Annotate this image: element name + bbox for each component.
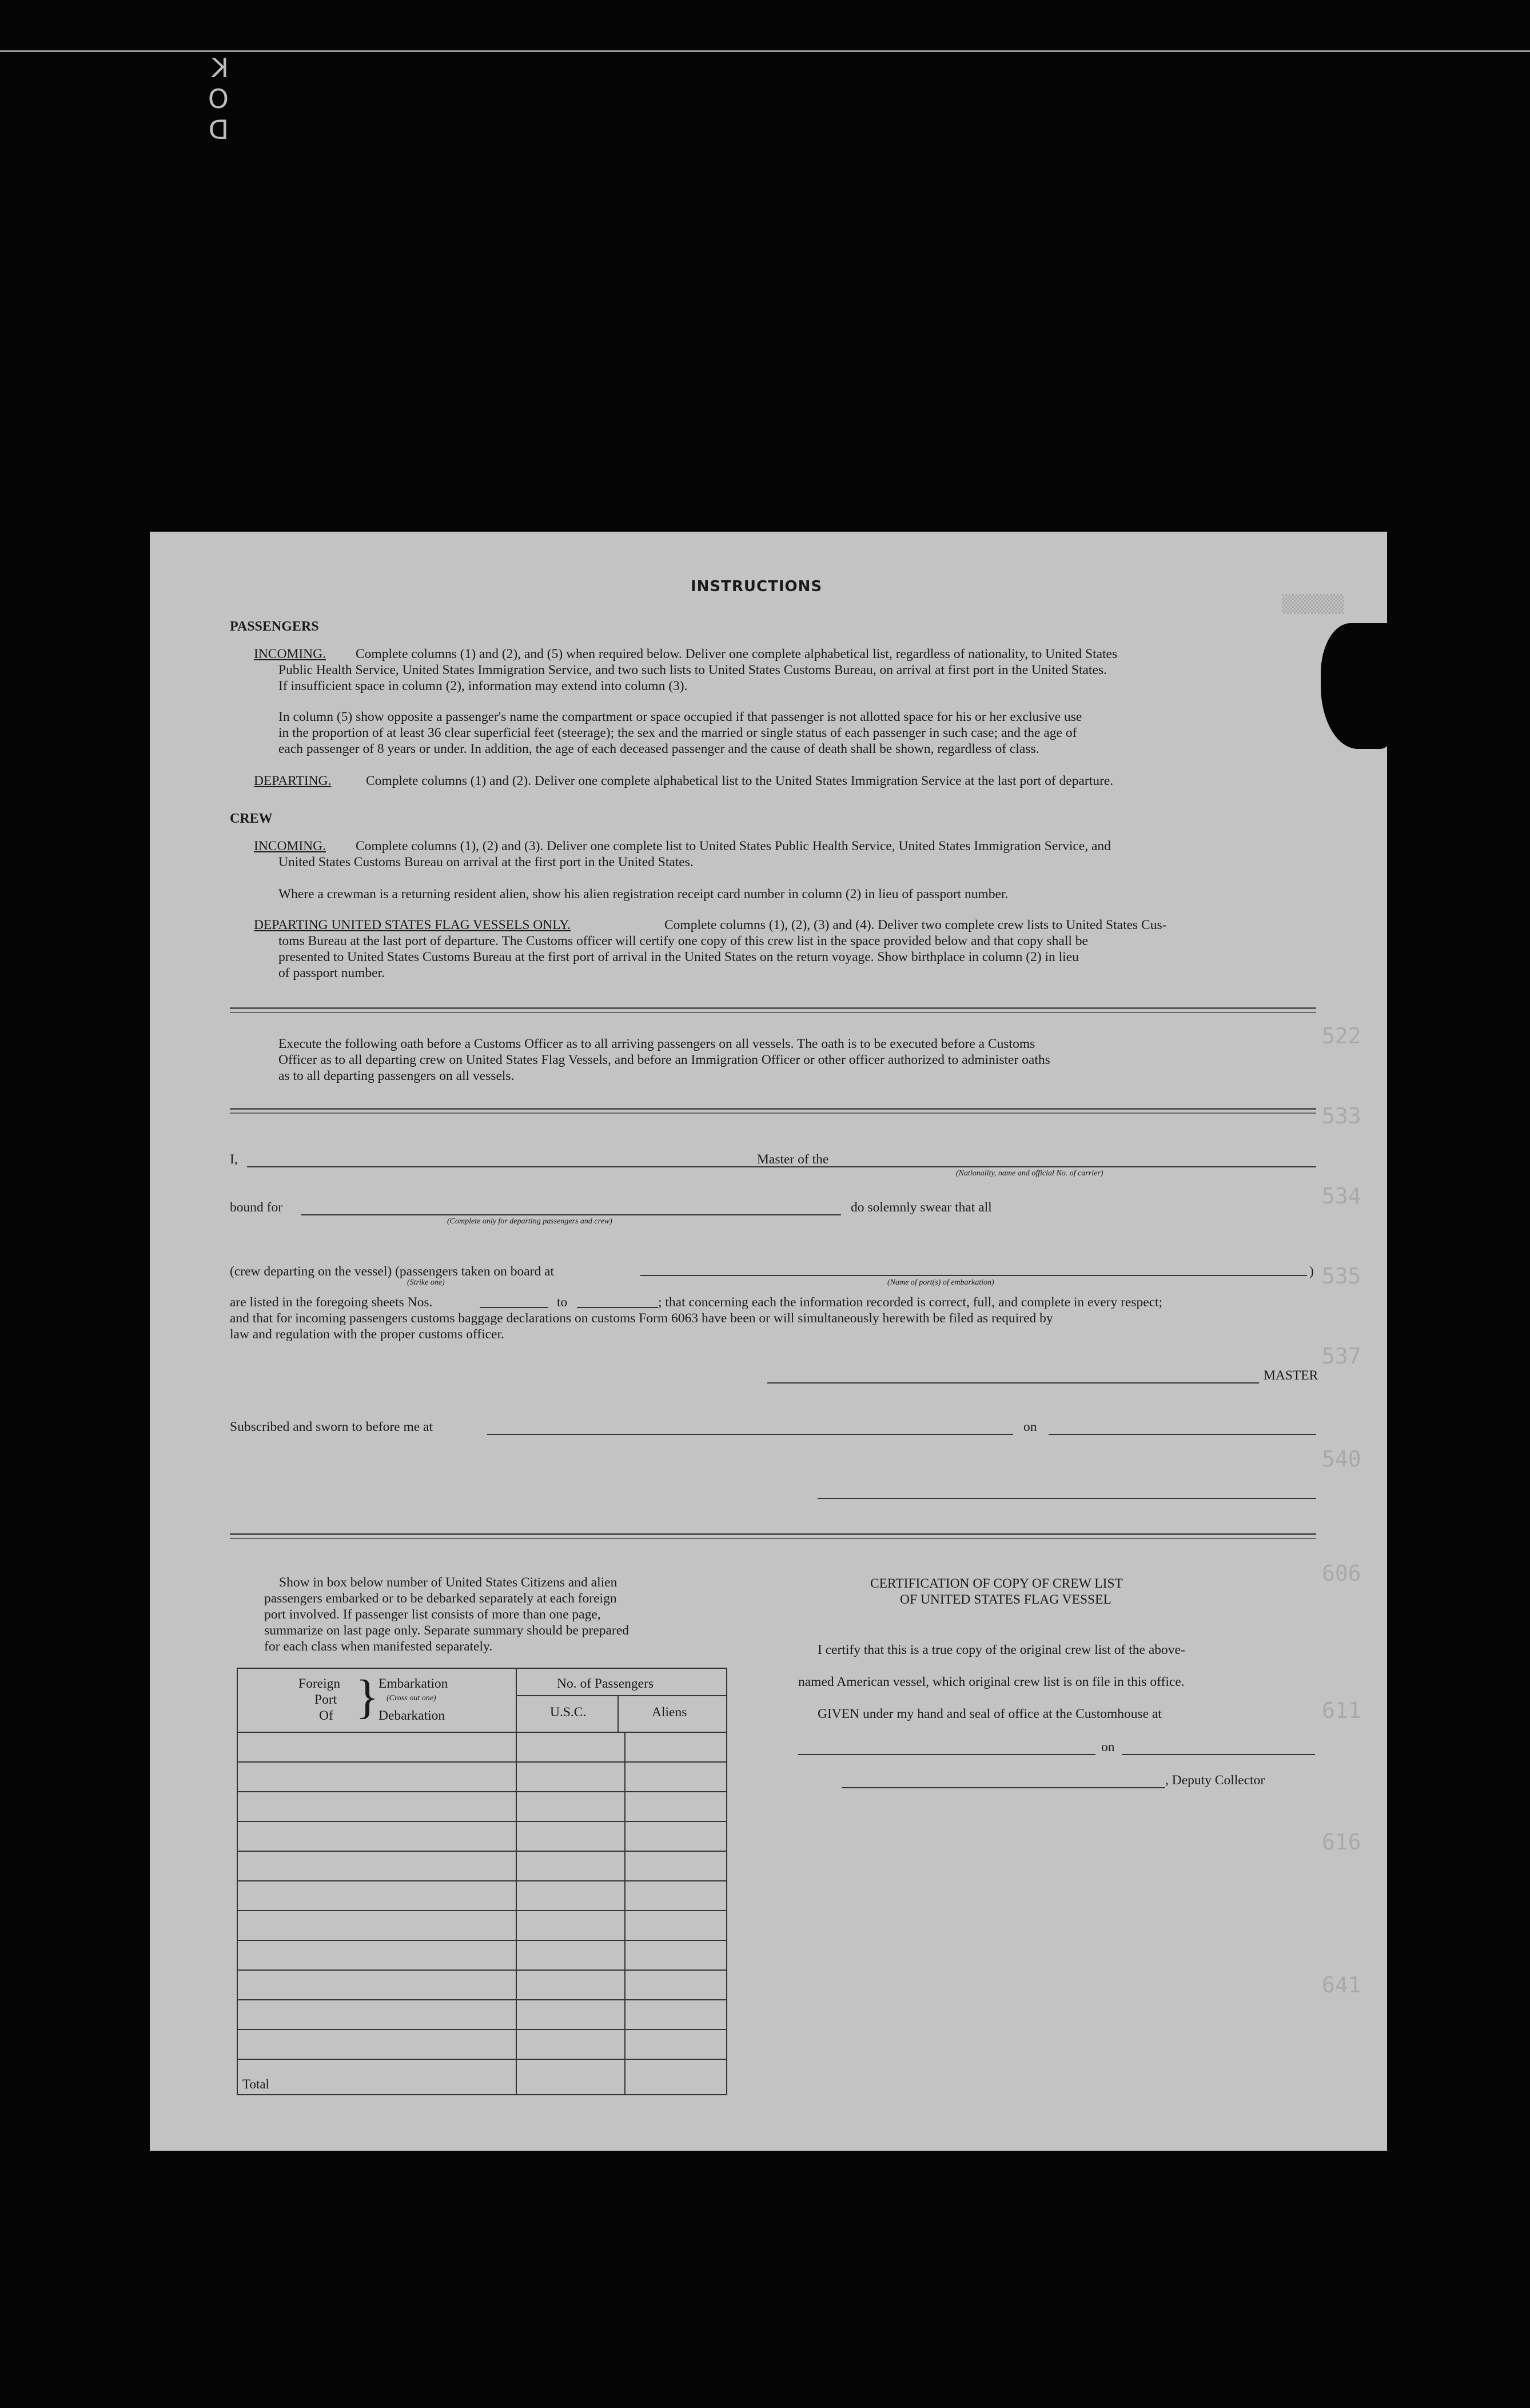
usc-cell[interactable] — [516, 1940, 625, 1970]
crew-departing-text: toms Bureau at the last port of departure. The Customs officer will certify one copy of this crew list in the space provided below and that copy shall be — [278, 934, 1088, 948]
given-text: GIVEN under my hand and seal of office at the Customhouse at — [818, 1707, 1162, 1721]
carrier-note: (Nationality, name and official No. of carrier) — [956, 1169, 1103, 1178]
debarkation-label: Debarkation — [378, 1708, 445, 1723]
summary-text: for each class when manifested separately. — [264, 1639, 493, 1654]
oath-intro: as to all departing passengers on all vessels. — [278, 1069, 515, 1083]
usc-cell[interactable] — [516, 1821, 625, 1851]
strike-note: (Strike one) — [407, 1278, 445, 1287]
passengers-incoming-text: If insufficient space in column (2), information may extend into column (3). — [278, 679, 688, 693]
embarkation-note: (Name of port(s) of embarkation) — [887, 1278, 994, 1287]
column5-text: In column (5) show opposite a passenger's name the compartment or space occupied if that passenger is not allotted space for his or her exclusive use — [278, 709, 1082, 724]
show-through-ghost: 522 — [1322, 1023, 1361, 1048]
aliens-cell[interactable] — [625, 1792, 727, 1821]
officer-signature-field[interactable] — [818, 1498, 1316, 1499]
aliens-cell[interactable] — [625, 2000, 727, 2030]
subscribed-date-field[interactable] — [1049, 1434, 1316, 1435]
show-through-ghost: 641 — [1322, 1972, 1361, 1998]
crew-departing-text: Complete columns (1), (2), (3) and (4). Deliver two complete crew lists to United States Cus- — [664, 918, 1167, 932]
column5-text: each passenger of 8 years or under. In addition, the age of each deceased passenger and the cause of death shall be shown, regardless of class. — [278, 741, 1039, 756]
film-edge — [0, 50, 1530, 52]
port-cell[interactable] — [237, 1940, 516, 1970]
bound-for-label: bound for — [230, 1200, 283, 1215]
crew-resident-text: Where a crewman is a returning resident alien, show his alien registration receipt card number in column (2) in lieu of passport number. — [278, 887, 1009, 902]
bound-for-field[interactable] — [301, 1214, 841, 1215]
sheets-text: ; that concerning each the information recorded is correct, full, and complete in every respect; — [658, 1295, 1163, 1310]
usc-cell[interactable] — [516, 1970, 625, 2000]
port-cell[interactable] — [237, 1732, 516, 1762]
given-on-label: on — [1101, 1740, 1115, 1755]
master-of-label: Master of the — [757, 1152, 829, 1167]
subscribed-on-label: on — [1023, 1420, 1037, 1434]
show-through-ghost: ▒▒▒▒▒▒ — [1282, 595, 1344, 615]
subscribed-place-field[interactable] — [487, 1434, 1013, 1435]
sheet-from-field[interactable] — [480, 1307, 548, 1308]
usc-cell[interactable] — [516, 1911, 625, 1940]
sheet-to-field[interactable] — [577, 1307, 658, 1308]
form-title: INSTRUCTIONS — [691, 578, 823, 595]
section-divider — [230, 1108, 1316, 1110]
sheets-text: law and regulation with the proper customs officer. — [230, 1327, 504, 1342]
oath-intro: Officer as to all departing crew on United States Flag Vessels, and before an Immigration Officer or other officer authorized to administer oaths — [278, 1052, 1050, 1067]
section-divider — [230, 1012, 1316, 1013]
document-page — [150, 532, 1387, 2151]
port-cell[interactable] — [237, 2000, 516, 2030]
usc-cell[interactable] — [516, 2000, 625, 2030]
section-divider — [230, 1538, 1316, 1539]
usc-cell[interactable] — [516, 1762, 625, 1792]
section-divider — [230, 1533, 1316, 1535]
usc-cell[interactable] — [516, 2030, 625, 2059]
passengers-incoming-text: Public Health Service, United States Immigration Service, and two such lists to United States Customs Bureau, on arrival at first port in the United States. — [278, 663, 1107, 677]
usc-cell[interactable] — [516, 1851, 625, 1881]
customhouse-field[interactable] — [798, 1754, 1095, 1755]
sheets-to-label: to — [557, 1295, 568, 1310]
summary-text: summarize on last page only. Separate summary should be prepared — [264, 1623, 629, 1638]
total-label: Total — [242, 2077, 269, 2091]
aliens-cell[interactable] — [625, 1732, 727, 1762]
show-through-ghost: 534 — [1322, 1183, 1361, 1209]
aliens-cell[interactable] — [625, 1940, 727, 1970]
foreign-label: Foreign — [298, 1676, 341, 1691]
summary-text: port involved. If passenger list consists of more than one page, — [264, 1607, 601, 1622]
crew-heading: CREW — [230, 811, 273, 826]
crew-departing-text: of passport number. — [278, 966, 385, 980]
embarkation-port-field[interactable] — [640, 1275, 1307, 1276]
aliens-cell[interactable] — [625, 1911, 727, 1940]
port-cell[interactable] — [237, 2030, 516, 2059]
master-signature-field[interactable] — [767, 1382, 1259, 1384]
of-label: Of — [319, 1708, 333, 1723]
bound-for-note: (Complete only for departing passengers and crew) — [447, 1217, 612, 1226]
show-through-ghost: 537 — [1322, 1343, 1361, 1369]
usc-cell[interactable] — [516, 1881, 625, 1911]
crew-departing-oath: (crew departing on the vessel) (passengers taken on board at — [230, 1264, 555, 1279]
show-through-ghost: 616 — [1322, 1829, 1361, 1855]
close-paren: ) — [1309, 1264, 1314, 1279]
port-label: Port — [314, 1692, 337, 1707]
show-through-ghost: 611 — [1322, 1698, 1361, 1723]
brace-icon: } — [356, 1671, 379, 1724]
certification-text: named American vessel, which original crew list is on file in this office. — [798, 1675, 1185, 1689]
oath-intro: Execute the following oath before a Customs Officer as to all arriving passengers on all vessels. The oath is to be executed before a Customs — [278, 1036, 1035, 1051]
aliens-cell[interactable] — [625, 1881, 727, 1911]
aliens-cell[interactable] — [625, 1821, 727, 1851]
subscribed-label: Subscribed and sworn to before me at — [230, 1420, 433, 1434]
summary-text: passengers embarked or to be debarked separately at each foreign — [264, 1591, 617, 1606]
certification-title: CERTIFICATION OF COPY OF CREW LIST — [870, 1576, 1123, 1591]
crew-departing-label: DEPARTING UNITED STATES FLAG VESSELS ONLY. — [254, 918, 571, 932]
master-signature-label: MASTER — [1264, 1368, 1318, 1383]
port-cell[interactable] — [237, 1821, 516, 1851]
show-through-ghost: 533 — [1322, 1103, 1361, 1129]
port-cell[interactable] — [237, 1762, 516, 1792]
header-divider — [517, 1695, 726, 1696]
usc-total-cell[interactable] — [516, 2059, 625, 2095]
aliens-total-cell[interactable] — [625, 2059, 727, 2095]
torn-edge — [1321, 623, 1395, 749]
port-cell[interactable] — [237, 1911, 516, 1940]
carrier-field[interactable] — [846, 1166, 1316, 1167]
passenger-summary-table — [237, 1668, 727, 2095]
deputy-signature-field[interactable] — [842, 1787, 1165, 1788]
crew-departing-text: presented to United States Customs Bureau at the first port of arrival in the United States on the return voyage. Show birthplace in column (2) in lieu — [278, 950, 1079, 964]
crew-incoming-label: INCOMING. — [254, 839, 326, 854]
certification-title: OF UNITED STATES FLAG VESSEL — [900, 1592, 1111, 1607]
show-through-ghost: 535 — [1322, 1263, 1361, 1289]
port-cell[interactable] — [237, 1970, 516, 2000]
header-divider — [617, 1695, 619, 1732]
show-through-ghost: 606 — [1322, 1561, 1361, 1586]
aliens-cell[interactable] — [625, 1851, 727, 1881]
usc-cell[interactable] — [516, 1732, 625, 1762]
port-cell[interactable] — [237, 1792, 516, 1821]
passengers-incoming-text: Complete columns (1) and (2), and (5) when required below. Deliver one complete alphabetical list, regardless of nationality, to United States — [356, 647, 1118, 661]
embarkation-label: Embarkation — [378, 1676, 448, 1691]
port-cell[interactable] — [237, 1881, 516, 1911]
crew-incoming-text: United States Customs Bureau on arrival at the first port in the United States. — [278, 855, 694, 870]
crew-incoming-text: Complete columns (1), (2) and (3). Deliver one complete list to United States Public Health Service, United States Immigration Service, and — [356, 839, 1111, 854]
passengers-departing-text: Complete columns (1) and (2). Deliver one complete alphabetical list to the United States Immigration Service at the last port of departure. — [366, 774, 1114, 788]
column5-text: in the proportion of at least 36 clear superficial feet (steerage); the sex and the married or single status of each passenger in such case; and the age of — [278, 725, 1077, 740]
port-header-cell — [237, 1668, 516, 1732]
summary-text: Show in box below number of United States Citizens and alien — [279, 1575, 617, 1590]
passengers-incoming-label: INCOMING. — [254, 647, 326, 661]
usc-cell[interactable] — [516, 1792, 625, 1821]
no-of-passengers-label: No. of Passengers — [557, 1676, 654, 1691]
swear-text: do solemnly swear that all — [851, 1200, 992, 1215]
deputy-collector-label: , Deputy Collector — [1165, 1773, 1265, 1788]
sheets-text: and that for incoming passengers customs baggage declarations on customs Form 6063 have been or will simultaneously herewith be filed as required by — [230, 1311, 1053, 1326]
show-through-ghost: 540 — [1322, 1446, 1361, 1472]
certification-text: I certify that this is a true copy of the original crew list of the above- — [818, 1642, 1185, 1657]
aliens-label: Aliens — [652, 1705, 687, 1720]
cross-out-note: (Cross out one) — [387, 1694, 436, 1703]
film-mark: K O D — [139, 53, 229, 145]
aliens-cell[interactable] — [625, 1970, 727, 2000]
sheets-label: are listed in the foregoing sheets Nos. — [230, 1295, 433, 1310]
passengers-departing-label: DEPARTING. — [254, 774, 332, 788]
usc-label: U.S.C. — [550, 1705, 587, 1720]
port-cell[interactable] — [237, 1851, 516, 1881]
passengers-header-cell — [516, 1668, 727, 1732]
section-divider — [230, 1007, 1316, 1009]
total-label-cell — [237, 2059, 516, 2095]
aliens-cell[interactable] — [625, 1762, 727, 1792]
given-date-field[interactable] — [1122, 1754, 1315, 1755]
oath-i-label: I, — [230, 1152, 238, 1167]
passengers-heading: PASSENGERS — [230, 619, 319, 634]
aliens-cell[interactable] — [625, 2030, 727, 2059]
section-divider — [230, 1113, 1316, 1114]
